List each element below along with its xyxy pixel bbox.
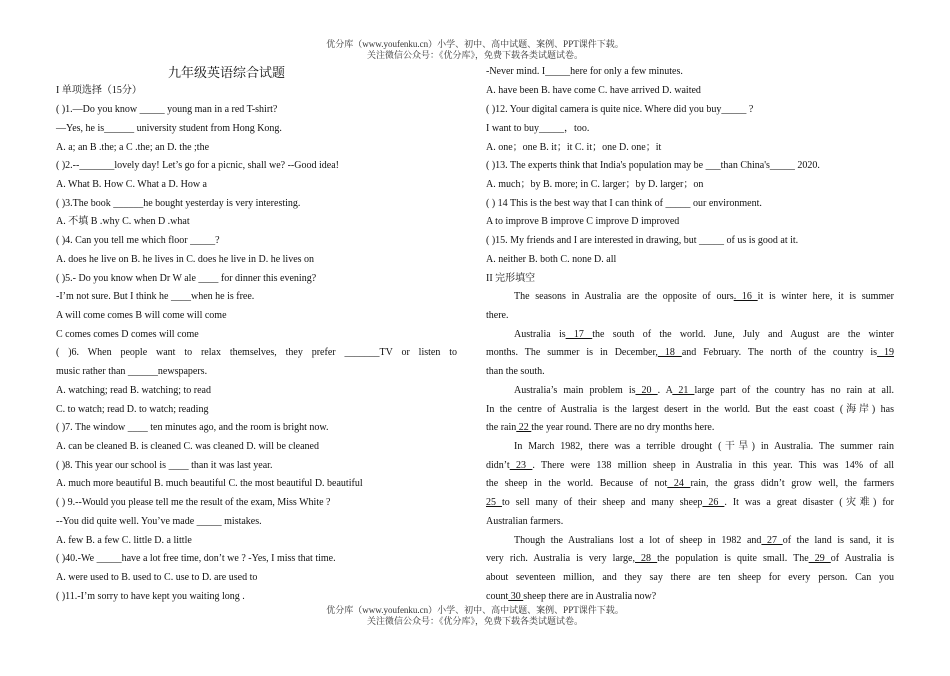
question-line: ( )1.—Do you know _____ young man in a red T-shirt? (56, 104, 278, 115)
passage-text: . It was a great disaster (灾难) for (724, 497, 894, 508)
passage-line: there. (486, 310, 509, 321)
option-line: A to improve B improve C improve D improved (486, 216, 680, 227)
passage-text: Australia is (514, 329, 566, 340)
passage-text: rain, the grass didn’t grow well, the farmers (690, 478, 895, 489)
passage-text: . There were 138 million sheep in Australia in this year. This was 14% of all (532, 460, 895, 471)
passage-line (486, 290, 894, 303)
header-line-1: 优分库（www.youfenku.cn）小学、初中、高中试题、案例、PPT课件下载。 (326, 39, 624, 49)
passage-line (486, 552, 894, 565)
question-line: ( )13. The experts think that India's population may be ___than China's_____ 2020. (486, 160, 820, 171)
option-line: A. neither B. both C. none D. all (486, 254, 617, 265)
option-line: A. one；one B. it；it C. it；one D. one；it (486, 142, 662, 153)
blank-17: 17 (565, 329, 593, 340)
blank-30: 30 (508, 591, 524, 602)
passage-line (486, 346, 894, 359)
footer-line-1: 优分库（www.youfenku.cn）小学、初中、高中试题、案例、PPT课件下载。 (326, 605, 624, 615)
passage-line (486, 421, 714, 434)
option-line: A. a; an B .the; a C .the; an D. the ;the (56, 142, 210, 153)
passage-text: the rain (486, 422, 517, 433)
question-line: ( )7. The window ____ ten minutes ago, and the room is bright now. (56, 422, 329, 433)
passage-text: very rich. Australia is very large, (486, 553, 635, 564)
question-line: ( ) 9.--Would you please tell me the result of the exam, Miss White ? (56, 497, 331, 508)
question-line: ( )40.-We _____have a lot free time, don’t we ? -Yes, I miss that time. (56, 553, 336, 564)
page-footer (0, 605, 950, 627)
passage-text: of the land is sand, it is (782, 535, 894, 546)
passage-text: Australia’s main problem is (514, 385, 636, 396)
option-line: C comes comes D comes will come (56, 329, 199, 340)
option-line: A. much；by B. more; in C. larger；by D. larger；on (486, 179, 704, 190)
blank-25: 25 (486, 497, 502, 508)
passage-text: didn’t (486, 460, 510, 471)
passage-line (486, 440, 894, 453)
blank-19: 19 (877, 347, 895, 358)
footer-line-2: 关注微信公众号：《优分库》，免费下载各类试题试卷。 (366, 616, 583, 626)
option-line: A. few B. a few C. little D. a little (56, 535, 192, 546)
question-line: I want to buy_____，too. (486, 123, 590, 134)
blank-28: 28 (634, 553, 658, 564)
question-line: ( )15. My friends and I are interested in drawing, but _____ of us is good at it. (486, 235, 799, 246)
passage-text: The seasons in Australia are the opposite of ours (514, 291, 734, 302)
section-heading-2: II 完形填空 (486, 273, 536, 284)
passage-line (486, 384, 894, 397)
page-header (0, 39, 950, 61)
passage-text: large part of the country has no rain at all. (694, 385, 895, 396)
blank-22: 22 (516, 422, 532, 433)
blank-16: . 16 (733, 291, 758, 302)
header-line-2: 关注微信公众号：《优分库》，免费下载各类试题试卷。 (366, 50, 583, 60)
passage-text: In March 1982, there was a terrible drought (干旱) in Australia. The summer rain (514, 441, 894, 452)
passage-line (486, 459, 894, 472)
passage-text: the population is quite small. The (657, 553, 809, 564)
option-line: A. 不填 B .why C. when D .what (56, 216, 190, 227)
passage-text: sheep there are in Australia now? (523, 591, 657, 602)
passage-line: Australian farmers. (486, 516, 564, 527)
option-line: A will come comes B will come will come (56, 310, 227, 321)
passage-line (486, 590, 656, 603)
option-line: A. does he live on B. he lives in C. does he live in D. he lives on (56, 254, 315, 265)
section-heading-1: I 单项选择（15分） (56, 85, 142, 96)
blank-24: 24 (667, 478, 691, 489)
question-line: ( )5.- Do you know when Dr W ale ____ for dinner this evening? (56, 273, 317, 284)
passage-line (486, 328, 894, 341)
question-line: ( )11.-I’m sorry to have kept you waiting long . (56, 591, 245, 602)
option-line: A. have been B. have come C. have arrived D. waited (486, 85, 701, 96)
passage-line (486, 534, 894, 547)
question-line: -Never mind. I_____here for only a few minutes. (486, 66, 683, 77)
passage-text: the sheep in the world. Because of not (486, 478, 668, 489)
passage-text: the year round. There are no dry months here. (531, 422, 715, 433)
question-line: ( )3.The book ______he bought yesterday is very interesting. (56, 198, 301, 209)
passage-text: of Australia is (830, 553, 895, 564)
passage-text: to sell many of their sheep and many sheep (501, 497, 703, 508)
blank-26: 26 (702, 497, 725, 508)
option-line: A. much more beautiful B. much beautiful C. the most beautiful D. beautiful (56, 478, 363, 489)
passage-text: count (486, 591, 509, 602)
question-line: —Yes, he is______ university student from Hong Kong. (56, 123, 282, 134)
passage-text: . A (657, 385, 673, 396)
option-line: A. can be cleaned B. is cleaned C. was cleaned D. will be cleaned (56, 441, 319, 452)
passage-text: and February. The north of the country is (681, 347, 878, 358)
passage-line: about seventeen million, and they say there are ten sheep for every person. Can you (486, 572, 894, 583)
passage-line: than the south. (486, 366, 545, 377)
passage-line (486, 496, 894, 509)
option-line: A. What B. How C. What a D. How a (56, 179, 207, 190)
page-title: 九年级英语综合试题 (168, 65, 286, 80)
question-line: ( )6. When people want to relax themselves, they prefer _______TV or listen to (56, 347, 457, 358)
blank-21: 21 (672, 385, 695, 396)
question-line: ( ) 14 This is the best way that I can think of _____ our environment. (486, 198, 762, 209)
question-line: ( )12. Your digital camera is quite nice. Where did you buy_____ ? (486, 104, 754, 115)
blank-20: 20 (635, 385, 658, 396)
blank-23: 23 (509, 460, 533, 471)
passage-text: Though the Australians lost a lot of sheep in 1982 and (514, 535, 762, 546)
option-line: A. watching; read B. watching; to read (56, 385, 211, 396)
question-line: ( )2.--_______lovely day! Let’s go for a picnic, shall we? --Good idea! (56, 160, 339, 171)
question-line: ( )8. This year our school is ____ than it was last year. (56, 460, 273, 471)
question-line: ( )4. Can you tell me which floor _____? (56, 235, 220, 246)
passage-text: the south of the world. June, July and August are the winter (592, 329, 894, 340)
passage-text: it is winter here, it is summer (757, 291, 894, 302)
option-line: A. were used to B. used to C. use to D. are used to (56, 572, 258, 583)
blank-18: 18 (657, 347, 682, 358)
passage-text: months. The summer is in December, (486, 347, 658, 358)
passage-line (486, 477, 894, 490)
blank-29: 29 (808, 553, 831, 564)
passage-line: In the centre of Australia is the largest desert in the world. But the east coast (海岸) has (486, 404, 894, 415)
question-line: --You did quite well. You’ve made _____ mistakes. (56, 516, 262, 527)
blank-27: 27 (761, 535, 783, 546)
option-line: C. to watch; read D. to watch; reading (56, 404, 209, 415)
question-line: -I’m not sure. But I think he ____when he is free. (56, 291, 255, 302)
question-line: music rather than ______newspapers. (56, 366, 208, 377)
